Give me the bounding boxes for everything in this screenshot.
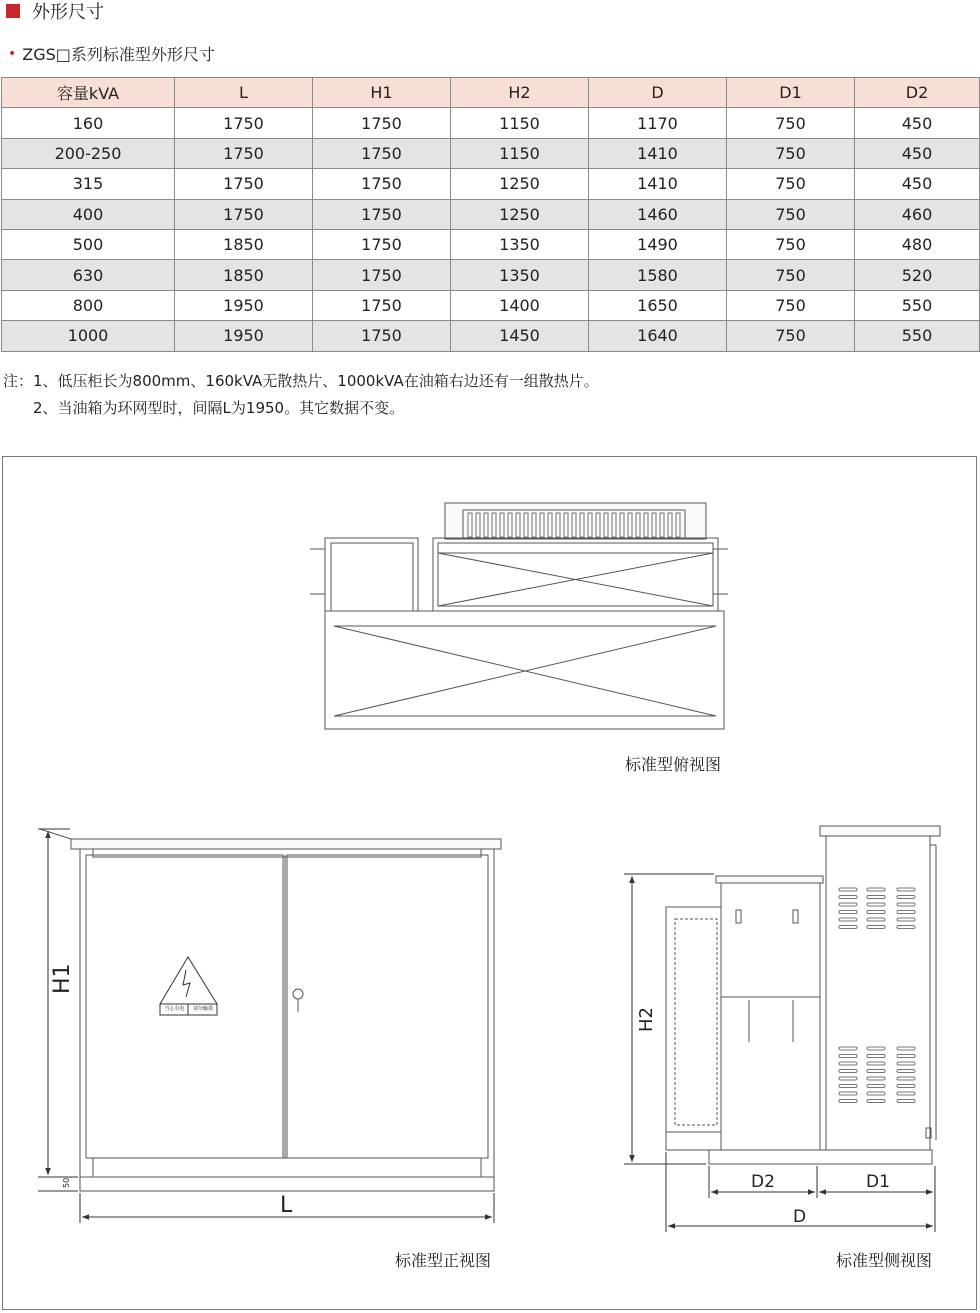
table-cell: 1750: [313, 169, 451, 199]
table-cell: 1490: [589, 229, 727, 259]
table-cell: 1850: [175, 260, 313, 290]
table-cell: 1950: [175, 321, 313, 351]
table-cell: 750: [727, 169, 855, 199]
table-cell: 750: [727, 138, 855, 168]
subtitle-text: ZGS□系列标准型外形尺寸: [22, 45, 215, 64]
table-cell: 750: [727, 108, 855, 138]
side-view-drawing: [666, 826, 940, 1164]
bullet-icon: •: [8, 45, 17, 62]
table-cell: 1250: [451, 169, 589, 199]
warning-sign-left-text: 当心有电: [164, 1006, 185, 1012]
table-cell: 1410: [589, 138, 727, 168]
table-cell: 1150: [451, 108, 589, 138]
column-header: L: [175, 78, 313, 108]
table-cell: 1750: [313, 260, 451, 290]
table-cell: 500: [2, 229, 175, 259]
top-view-caption: 标准型俯视图: [625, 755, 722, 774]
table-cell: 1640: [589, 321, 727, 351]
dim-label-d2: D2: [751, 1172, 775, 1192]
table-cell: 160: [2, 108, 175, 138]
table-cell: 1460: [589, 199, 727, 229]
table-cell: 315: [2, 169, 175, 199]
note-2: 2、当油箱为环网型时，间隔L为1950。其它数据不变。: [33, 399, 405, 417]
table-cell: 1580: [589, 260, 727, 290]
table-cell: 1350: [451, 229, 589, 259]
dim-label-d: D: [793, 1207, 807, 1227]
column-header: D2: [855, 78, 980, 108]
column-header: H1: [313, 78, 451, 108]
side-view-caption: 标准型侧视图: [836, 1251, 933, 1270]
table-cell: 1400: [451, 290, 589, 320]
table-cell: 750: [727, 260, 855, 290]
top-view-drawing: [310, 503, 728, 729]
table-cell: 400: [2, 199, 175, 229]
table-cell: 460: [855, 199, 980, 229]
column-header: 容量kVA: [2, 78, 175, 108]
table-cell: 750: [727, 290, 855, 320]
table-cell: 520: [855, 260, 980, 290]
table-cell: 800: [2, 290, 175, 320]
warning-sign-right-text: 请勿触摸: [192, 1006, 213, 1012]
dim-label-h1: H1: [50, 963, 75, 994]
column-header: H2: [451, 78, 589, 108]
table-cell: 1750: [175, 108, 313, 138]
table-cell: 450: [855, 138, 980, 168]
table-cell: 750: [727, 229, 855, 259]
front-dimensions: [38, 829, 494, 1223]
table-cell: 1750: [175, 169, 313, 199]
front-view-caption: 标准型正视图: [395, 1251, 492, 1270]
dim-label-d1: D1: [866, 1172, 890, 1192]
dim-label-50: 50: [62, 1177, 71, 1188]
dim-label-h2: H2: [636, 1007, 657, 1032]
table-cell: 550: [855, 290, 980, 320]
table-cell: 1750: [313, 199, 451, 229]
column-header: D: [589, 78, 727, 108]
table-cell: 550: [855, 321, 980, 351]
dim-label-l: L: [280, 1193, 293, 1218]
table-cell: 630: [2, 260, 175, 290]
front-view-drawing: [40, 829, 501, 1191]
table-cell: 1750: [175, 138, 313, 168]
table-cell: 1150: [451, 138, 589, 168]
table-cell: 200-250: [2, 138, 175, 168]
table-cell: 1350: [451, 260, 589, 290]
column-header: D1: [727, 78, 855, 108]
table-cell: 1750: [313, 321, 451, 351]
table-cell: 1750: [175, 199, 313, 229]
table-cell: 1170: [589, 108, 727, 138]
table-cell: 1950: [175, 290, 313, 320]
section-title: 外形尺寸: [32, 2, 104, 23]
table-cell: 1750: [313, 138, 451, 168]
table-cell: 750: [727, 321, 855, 351]
table-cell: 480: [855, 229, 980, 259]
table-cell: 1250: [451, 199, 589, 229]
table-cell: 750: [727, 199, 855, 229]
table-cell: 1000: [2, 321, 175, 351]
table-cell: 1410: [589, 169, 727, 199]
table-cell: 450: [855, 108, 980, 138]
table-cell: 1650: [589, 290, 727, 320]
table-cell: 450: [855, 169, 980, 199]
note-1: 注：1、低压柜长为800mm、160kVA无散热片、1000kVA在油箱右边还有一组散热片。: [3, 372, 599, 390]
table-cell: 1750: [313, 229, 451, 259]
table-cell: 1750: [313, 290, 451, 320]
table-cell: 1850: [175, 229, 313, 259]
table-cell: 1750: [313, 108, 451, 138]
table-cell: 1450: [451, 321, 589, 351]
